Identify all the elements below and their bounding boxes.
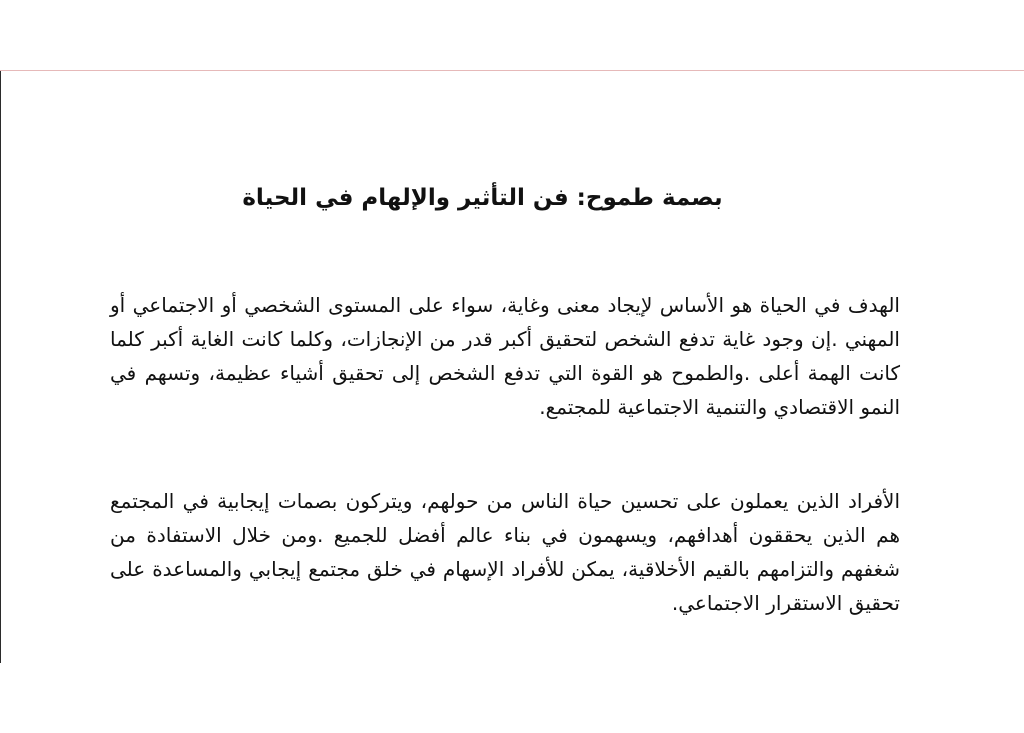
page-top-border xyxy=(0,70,1024,71)
document-title: بصمة طموح: فن التأثير والإلهام في الحياة xyxy=(242,185,723,211)
page-left-border xyxy=(0,71,1,663)
paragraph-1: الهدف في الحياة هو الأساس لإيجاد معنى وغاية، سواء على المستوى الشخصي أو الاجتماعي أو المهني .إن وجود غاية تدفع الشخص لتحقيق أكبر قدر من الإنجازات، وكلما كانت الغاية أكبر كلما كانت الهمة أعلى .والطموح هو القوة التي تدفع الشخص إلى تحقيق أشياء عظيمة، وتسهم في النمو الاقتصادي والتنمية الاجتماعية للمجتمع. xyxy=(110,293,900,419)
document-page xyxy=(110,180,900,620)
paragraph-2: الأفراد الذين يعملون على تحسين حياة الناس من حولهم، ويتركون بصمات إيجابية في المجتمع هم الذين يحققون أهدافهم، ويسهمون في بناء عالم أفضل للجميع .ومن خلال الاستفادة من شغفهم والتزامهم بالقيم الأخلاقية، يمكن للأفراد الإسهام في خلق مجتمع إيجابي والمساعدة على تحقيق الاستقرار الاجتماعي. xyxy=(110,489,900,615)
